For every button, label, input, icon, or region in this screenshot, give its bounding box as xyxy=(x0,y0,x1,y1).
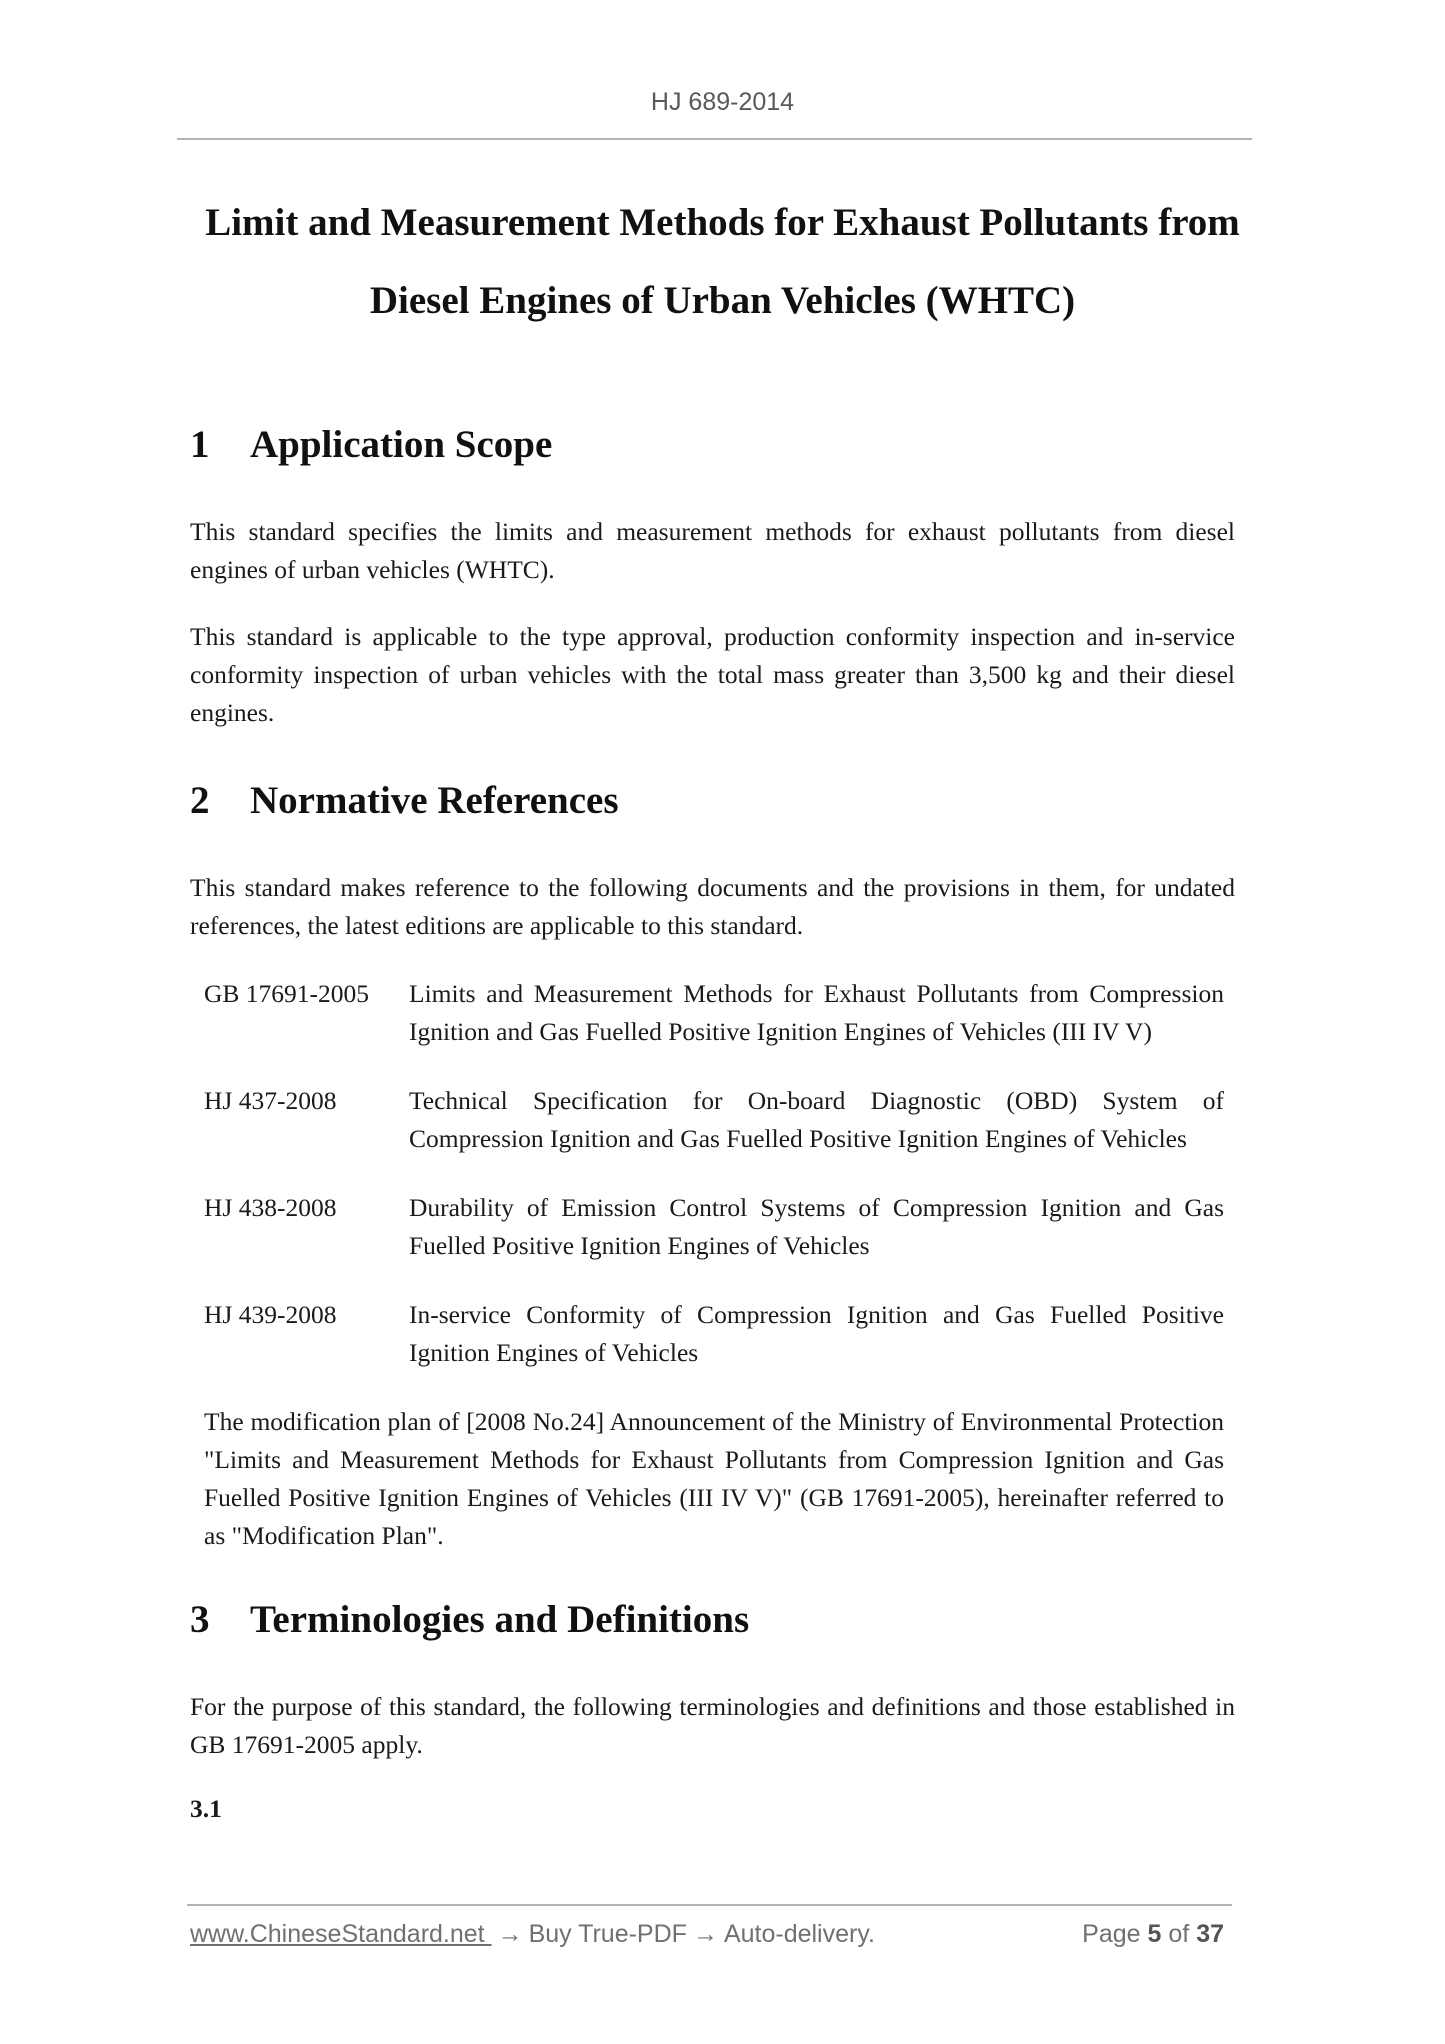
reference-code: HJ 438-2008 xyxy=(204,1193,337,1222)
reference-item xyxy=(204,975,1224,1051)
buy-pdf-text: Buy True-PDF xyxy=(528,1920,687,1948)
arrow-right-icon: → xyxy=(692,1920,718,1948)
section-title: Application Scope xyxy=(250,423,553,466)
reference-code: GB 17691-2005 xyxy=(204,979,370,1008)
delivery-text: Auto-delivery. xyxy=(723,1920,875,1948)
section-1-paragraph-2: This standard is applicable to the type approval, production conformity inspection and in-service conformity inspection of urban vehicles with the total mass greater than 3,500 kg and their diesel engines. xyxy=(190,622,1235,727)
header-divider xyxy=(177,138,1252,140)
document-title-line-1: Limit and Measurement Methods for Exhaust Pollutants from xyxy=(205,201,1240,244)
reference-item xyxy=(204,1082,1224,1158)
reference-code: HJ 437-2008 xyxy=(204,1086,337,1115)
reference-item xyxy=(204,1296,1224,1372)
reference-item xyxy=(204,1189,1224,1265)
reference-title: Technical Specification for On-board Diagnostic (OBD) System of Compression Ignition and Gas Fuelled Positive Ignition Engines of Vehicles xyxy=(409,1086,1224,1153)
section-title: Normative References xyxy=(250,779,619,822)
arrow-right-icon: → xyxy=(497,1920,523,1948)
reference-title: Limits and Measurement Methods for Exhaust Pollutants from Compression Ignition and Gas Fuelled Positive Ignition Engines of Vehicles (III IV V) xyxy=(409,979,1224,1046)
section-1-heading xyxy=(190,422,552,467)
section-3-heading xyxy=(190,1597,749,1642)
modification-plan-note: The modification plan of [2008 No.24] Announcement of the Ministry of Environmental Protection "Limits and Measurement Methods for Exhaust Pollutants from Compression Ignition and Gas Fuelled Positive Ignition Engines of Vehicles (III IV V)" (GB 17691-2005), hereinafter referred to as "Modification Plan". xyxy=(204,1407,1224,1550)
subsection-number: 3.1 xyxy=(190,1794,222,1823)
document-title-line-2: Diesel Engines of Urban Vehicles (WHTC) xyxy=(369,279,1076,322)
footer-divider xyxy=(187,1904,1232,1906)
document-code-header: HJ 689-2014 xyxy=(650,88,795,116)
reference-title: Durability of Emission Control Systems of Compression Ignition and Gas Fuelled Positive Ignition Engines of Vehicles xyxy=(409,1193,1224,1260)
section-title: Terminologies and Definitions xyxy=(250,1598,750,1641)
section-number: 1 xyxy=(190,423,210,466)
section-3-paragraph-1: For the purpose of this standard, the following terminologies and definitions and those established in GB 17691-2005 apply. xyxy=(190,1692,1235,1759)
section-1-paragraph-1: This standard specifies the limits and measurement methods for exhaust pollutants from diesel engines of urban vehicles (WHTC). xyxy=(190,517,1235,584)
section-2-heading xyxy=(190,778,619,823)
section-number: 3 xyxy=(190,1598,210,1641)
page-of: of xyxy=(1168,1920,1190,1948)
page-label: Page xyxy=(1082,1920,1141,1948)
page-current: 5 xyxy=(1147,1920,1162,1948)
reference-title: In-service Conformity of Compression Ignition and Gas Fuelled Positive Ignition Engines of Vehicles xyxy=(409,1300,1224,1367)
section-2-paragraph-1: This standard makes reference to the following documents and the provisions in them, for undated references, the latest editions are applicable to this standard. xyxy=(190,873,1235,940)
website-link[interactable]: www.ChineseStandard.net xyxy=(190,1920,492,1948)
page-total: 37 xyxy=(1196,1920,1224,1948)
section-number: 2 xyxy=(190,779,210,822)
reference-code: HJ 439-2008 xyxy=(204,1300,337,1329)
page-indicator xyxy=(1082,1920,1224,1949)
page-footer xyxy=(190,1920,1232,1949)
